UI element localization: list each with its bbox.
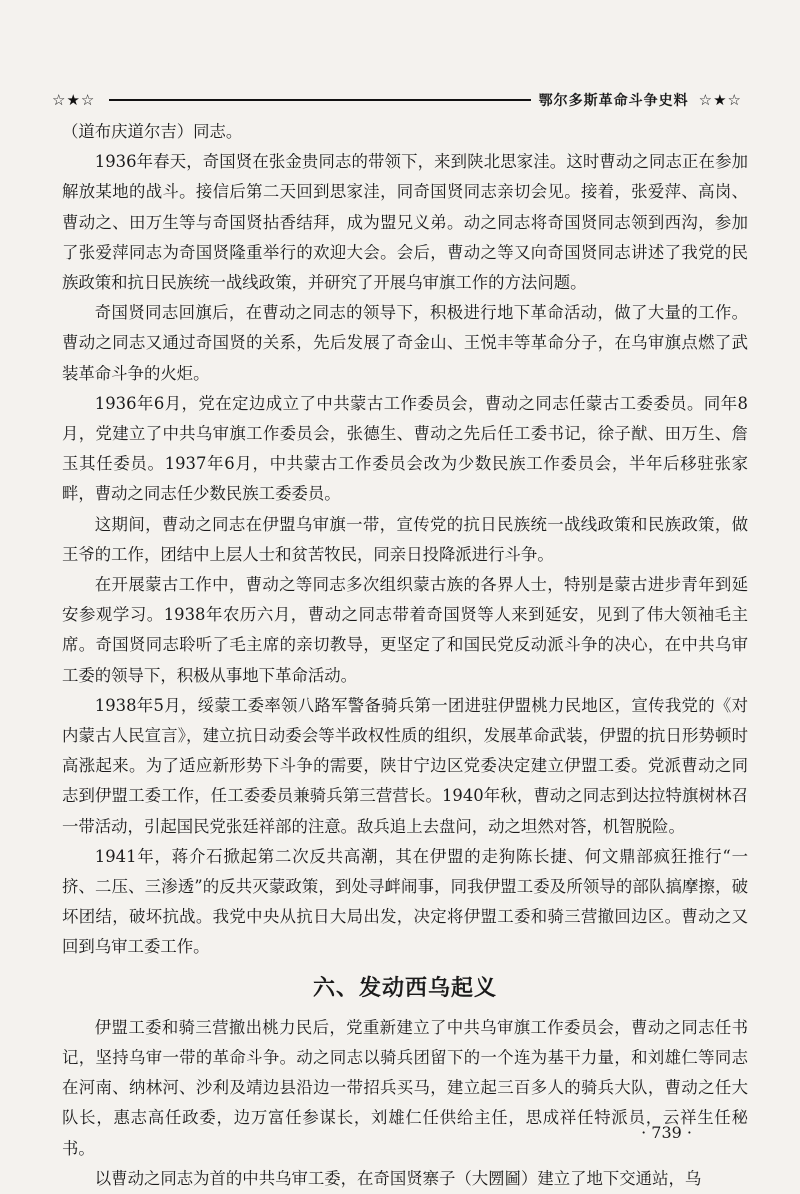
paragraph: 在开展蒙古工作中，曹动之等同志多次组织蒙古族的各界人士，特别是蒙古进步青年到延安参观学习。1938年农历六月，曹动之同志带着奇国贤等人来到延安，见到了伟大领袖毛主席。奇国贤同志聆听了毛主席的亲切教导，更坚定了和国民党反动派斗争的决心，在中共乌审工委的领导下，积极从事地下革命活动。 (62, 575, 748, 685)
right-stars-ornament: ☆★☆ (698, 91, 742, 109)
running-header (52, 88, 742, 112)
paragraph: 以曹动之同志为首的中共乌审工委，在奇国贤寨子（大圐圙）建立了地下交通站，乌 (94, 1168, 702, 1188)
left-stars-ornament: ☆★☆ (52, 91, 96, 109)
body-text (62, 117, 748, 1194)
header-rule (109, 99, 530, 101)
paragraph: 1936年6月，党在定边成立了中共蒙古工作委员会，曹动之同志任蒙古工委委员。同年8月，党建立了中共乌审旗工作委员会，张德生、曹动之先后任工委书记，徐子猷、田万生、詹玉其任委员。1937年6月，中共蒙古工作委员会改为少数民族工作委员会，半年后移驻张家畔，曹动之同志任少数民族工委委员。 (62, 393, 748, 504)
paragraph: 1936年春天，奇国贤在张金贵同志的带领下，来到陕北思家洼。这时曹动之同志正在参加解放某地的战斗。接信后第二天回到思家洼，同奇国贤同志亲切会见。接着，张爱萍、高岗、曹动之、田万生等与奇国贤拈香结拜，成为盟兄义弟。动之同志将奇国贤同志领到西沟，参加了张爱萍同志为奇国贤隆重举行的欢迎大会。会后，曹动之等又向奇国贤同志讲述了我党的民族政策和抗日民族统一战线政策，并研究了开展乌审旗工作的方法问题。 (62, 152, 748, 293)
paragraph: 奇国贤同志回旗后，在曹动之同志的领导下，积极进行地下革命活动，做了大量的工作。曹动之同志又通过奇国贤的关系，先后发展了奇金山、王悦丰等革命分子，在乌审旗点燃了武装革命斗争的火炬。 (62, 303, 748, 383)
running-title: 鄂尔多斯革命斗争史料 (538, 93, 689, 109)
page-number: · 739 · (641, 1123, 692, 1142)
paragraph: 1938年5月，绥蒙工委率领八路军警备骑兵第一团进驻伊盟桃力民地区，宣传我党的《对内蒙古人民宣言》，建立抗日动委会等半政权性质的组织，发展革命武装，伊盟的抗日形势顿时高涨起来。为了适应新形势下斗争的需要，陕甘宁边区党委决定建立伊盟工委。党派曹动之同志到伊盟工委工作，任工委委员兼骑兵第三营营长。1940年秋，曹动之同志到达拉特旗树林召一带活动，引起国民党张廷祥部的注意。敌兵追上去盘问，动之坦然对答，机智脱险。 (62, 695, 748, 836)
paragraph: （道布庆道尔吉）同志。 (62, 122, 243, 141)
paragraph: 伊盟工委和骑三营撤出桃力民后，党重新建立了中共乌审旗工作委员会，曹动之同志任书记，坚持乌审一带的革命斗争。动之同志以骑兵团留下的一个连为基干力量，和刘雄仁等同志在河南、纳林河、沙利及靖边县沿边一带招兵买马，建立起三百多人的骑兵大队，曹动之任大队长，惠志高任政委，边万富任参谋长，刘雄仁任供给主任，思成祥任特派员，云祥生任秘书。 (62, 1017, 748, 1158)
paragraph: 这期间，曹动之同志在伊盟乌审旗一带，宣传党的抗日民族统一战线政策和民族政策，做王爷的工作，团结中上层人士和贫苦牧民，同亲日投降派进行斗争。 (62, 514, 748, 564)
section-heading: 六、发动西乌起义 (312, 975, 497, 1001)
paragraph: 1941年，蒋介石掀起第二次反共高潮，其在伊盟的走狗陈长捷、何文鼎部疯狂推行“一挤、二压、三渗透”的反共灭蒙政策，到处寻衅闹事，同我伊盟工委及所领导的部队搞摩擦，破坏团结，破坏抗战。我党中央从抗日大局出发，决定将伊盟工委和骑三营撤回边区。曹动之又回到乌审工委工作。 (62, 846, 748, 957)
